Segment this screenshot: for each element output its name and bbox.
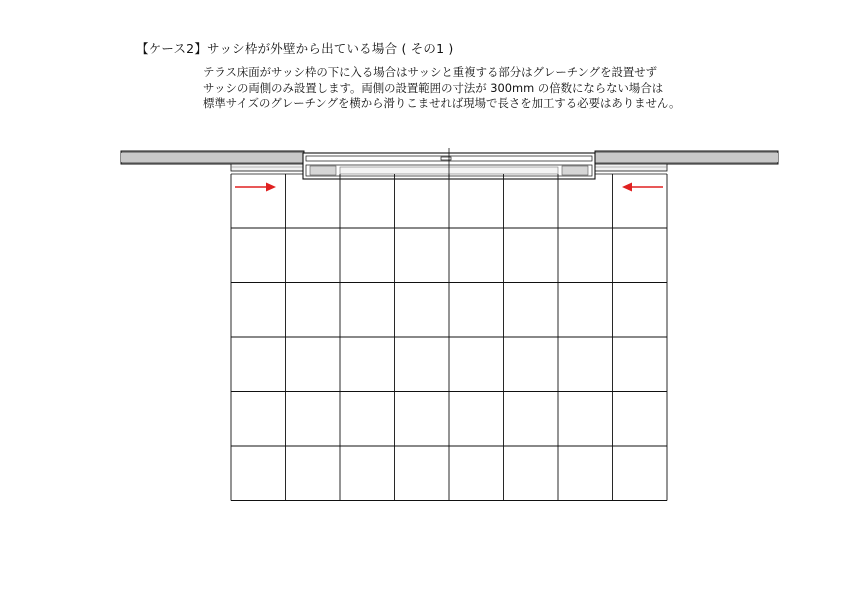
arrow-right-icon bbox=[235, 183, 276, 192]
sash-jamb-right bbox=[562, 166, 588, 175]
grating-grid bbox=[231, 174, 667, 501]
page-title: 【ケース2】サッシ枠が外壁から出ている場合 ( その1 ) bbox=[136, 41, 454, 56]
arrow-left-icon bbox=[622, 183, 663, 192]
description-line: 標準サイズのグレーチングを横から滑りこませれば現場で長さを加工する必要はありません。 bbox=[203, 96, 681, 110]
sash-jamb-left bbox=[310, 166, 336, 175]
wall-right-core bbox=[595, 153, 778, 162]
description-line: テラス床面がサッシ枠の下に入る場合はサッシと重複する部分はグレーチングを設置せず bbox=[203, 65, 658, 79]
sash-lock bbox=[441, 157, 451, 160]
description-line: サッシの両側のみ設置します。両側の設置範囲の寸法が 300mm の倍数にならない場合は bbox=[203, 80, 664, 95]
wall-left-core bbox=[121, 153, 304, 162]
